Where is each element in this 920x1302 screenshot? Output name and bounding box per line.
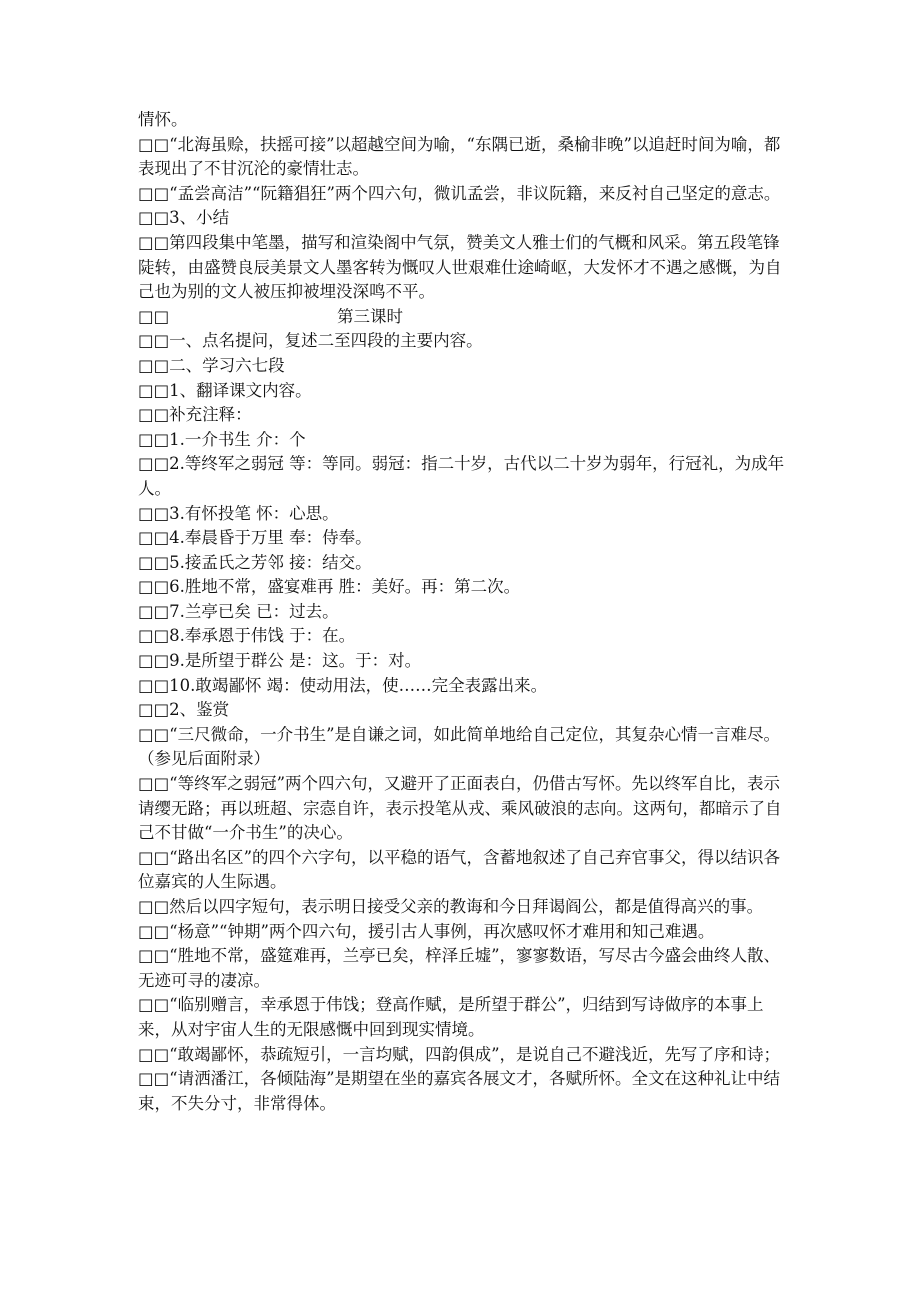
paragraph: □□第四段集中笔墨，描写和渲染阁中气氛，赞美文人雅士们的气概和风采。第五段笔锋陡转，由盛赞良辰美景文人墨客转为慨叹人世艰难仕途崎岖，大发怀才不遇之感慨，为自己也为别的文人被压抑被埋没深鸣不平。 [138, 232, 782, 302]
section-heading: □□补充注释： [138, 405, 252, 425]
paragraph: □□“路出名区”的四个六字句，以平稳的语气，含蓄地叙述了自己弃官事父，得以结识各位嘉宾的人生际遇。 [138, 847, 781, 892]
annotation-item: □□6.胜地不常，盛宴难再 胜：美好。再：第二次。 [138, 577, 521, 597]
paragraph: □□“北海虽赊，扶摇可接”以超越空间为喻，“东隅已逝，桑榆非晚”以追赶时间为喻，都表现出了不甘沉沦的豪情壮志。 [138, 134, 781, 179]
annotation-item: □□1.一介书生 介：个 [138, 429, 306, 449]
paragraph: □□“三尺微命，一介书生”是自谦之词，如此简单地给自己定位，其复杂心情一言难尽。（参见后面附录） [138, 724, 781, 769]
paragraph: □□“孟尝高洁”“阮籍猖狂”两个四六句，微讥孟尝，非议阮籍，来反衬自己坚定的意志。 [138, 183, 781, 203]
paragraph: □□“杨意”“钟期”两个四六句，援引古人事例，再次感叹怀才难用和知己难遇。 [138, 921, 715, 941]
section-heading: □□一、点名提问，复述二至四段的主要内容。 [138, 331, 483, 351]
annotation-item: □□3.有怀投笔 怀：心思。 [138, 503, 339, 523]
annotation-item: □□10.敢竭鄙怀 竭：使动用法，使……完全表露出来。 [138, 675, 548, 695]
annotation-item: □□5.接孟氏之芳邻 接：结交。 [138, 552, 372, 572]
annotation-item: □□4.奉晨昏于万里 奉：侍奉。 [138, 528, 372, 548]
section-heading: □□1、翻译课文内容。 [138, 380, 312, 400]
paragraph: □□“请洒潘江，各倾陆海”是期望在坐的嘉宾各展文才，各赋所怀。全文在这种礼让中结束，不失分寸，非常得体。 [138, 1069, 781, 1113]
paragraph: □□“临别赠言，幸承恩于伟饯；登高作赋，是所望于群公”，归结到写诗做序的本事上来，从对宇宙人生的无限感慨中回到现实情境。 [138, 995, 764, 1039]
paragraph: □□然后以四字短句，表示明日接受父亲的教诲和今日拜谒阎公，都是值得高兴的事。 [138, 897, 764, 916]
annotation-item: □□9.是所望于群公 是：这。于：对。 [138, 651, 422, 671]
document-page [138, 108, 786, 1116]
annotation-item: □□8.奉承恩于伟饯 于：在。 [138, 626, 356, 646]
paragraph: □□“胜地不常，盛筵难再，兰亭已矣，梓泽丘墟”，寥寥数语，写尽古今盛会曲终人散、无迹可寻的凄凉。 [138, 946, 781, 990]
lesson-title: □□ 第三课时 [138, 306, 404, 326]
paragraph: 情怀。 [138, 110, 188, 129]
annotation-item: □□7.兰亭已矣 已：过去。 [138, 601, 339, 621]
section-heading: □□3、小结 [138, 208, 230, 228]
paragraph: □□“敢竭鄙怀，恭疏短引，一言均赋，四韵俱成”，是说自己不避浅近，先写了序和诗； [138, 1044, 781, 1064]
paragraph: □□“等终军之弱冠”两个四六句，又避开了正面表白，仍借古写怀。先以终军自比，表示请缨无路；再以班超、宗悫自许，表示投笔从戎、乘风破浪的志向。这两句，都暗示了自己不甘做“一介书生”的决心。 [138, 774, 782, 843]
annotation-item: □□2.等终军之弱冠 等：等同。弱冠：指二十岁，古代以二十岁为弱年，行冠礼，为成年人。 [138, 454, 785, 498]
section-heading: □□二、学习六七段 [138, 355, 285, 375]
section-heading: □□2、鉴赏 [138, 700, 230, 720]
